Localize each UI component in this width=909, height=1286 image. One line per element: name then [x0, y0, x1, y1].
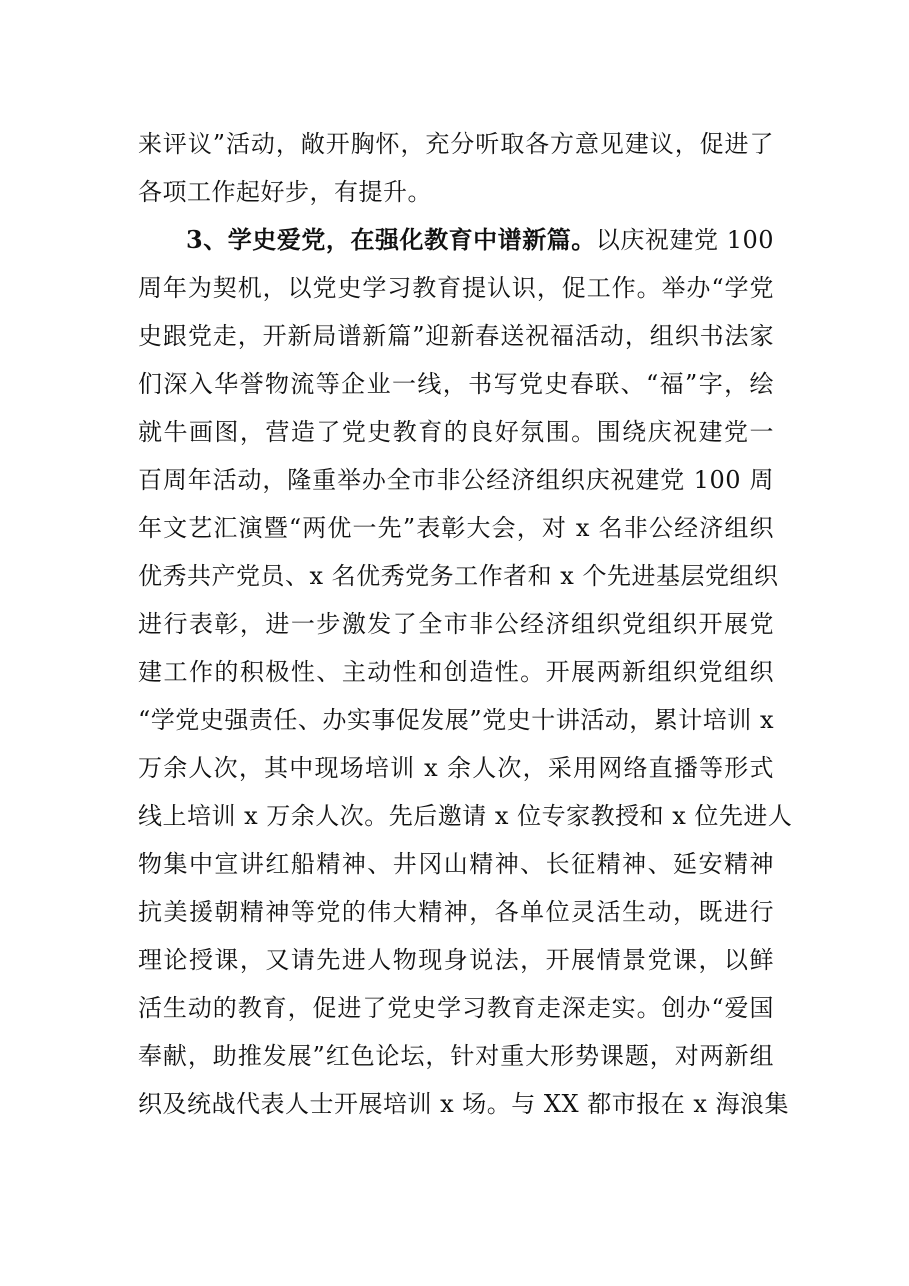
text-line-13: “学党史强责任、办实事促发展”党史十讲活动，累计培训 x — [138, 706, 774, 734]
text-line-5: 史跟党走，开新局谱新篇”迎新春送祝福活动，组织书法家 — [138, 322, 774, 350]
text-line-2: 各项工作起好步，有提升。 — [138, 178, 432, 206]
text-line-19: 活生动的教育，促进了党史学习教育走深走实。创办“爱国 — [138, 994, 774, 1022]
section-heading: 3、学史爱党，在强化教育中谱新篇。 — [186, 225, 596, 254]
heading-tail-text: 以庆祝建党 100 — [595, 226, 775, 254]
text-line-8: 百周年活动，隆重举办全市非公经济组织庆祝建党 100 周 — [138, 466, 774, 494]
text-line-1: 来评议”活动，敞开胸怀，充分听取各方意见建议，促进了 — [138, 130, 774, 158]
text-line-17: 抗美援朝精神等党的伟大精神，各单位灵活生动，既进行 — [138, 898, 774, 926]
text-line-11: 进行表彰，进一步激发了全市非公经济组织党组织开展党 — [138, 610, 774, 638]
text-line-21: 织及统战代表人士开展培训 x 场。与 XX 都市报在 x 海浪集 — [138, 1090, 790, 1118]
text-line-12: 建工作的积极性、主动性和创造性。开展两新组织党组织 — [138, 658, 774, 686]
text-line-15: 线上培训 x 万余人次。先后邀请 x 位专家教授和 x 位先进人 — [138, 802, 793, 830]
text-line-4: 周年为契机，以党史学习教育提认识，促工作。举办“学党 — [138, 274, 774, 302]
text-line-18: 理论授课，又请先进人物现身说法，开展情景党课，以鲜 — [138, 946, 774, 974]
section-heading-line — [186, 220, 774, 260]
text-line-9: 年文艺汇演暨“两优一先”表彰大会，对 x 名非公经济组织 — [138, 514, 774, 542]
text-line-20: 奉献，助推发展”红色论坛，针对重大形势课题，对两新组 — [138, 1042, 774, 1070]
text-line-6: 们深入华誉物流等企业一线，书写党史春联、“福”字，绘 — [138, 370, 774, 398]
text-line-7: 就牛画图，营造了党史教育的良好氛围。围绕庆祝建党一 — [138, 418, 774, 446]
text-line-10: 优秀共产党员、x 名优秀党务工作者和 x 个先进基层党组织 — [138, 562, 779, 590]
text-line-16: 物集中宣讲红船精神、井冈山精神、长征精神、延安精神 — [138, 850, 774, 878]
text-line-14: 万余人次，其中现场培训 x 余人次，采用网络直播等形式 — [138, 754, 774, 782]
